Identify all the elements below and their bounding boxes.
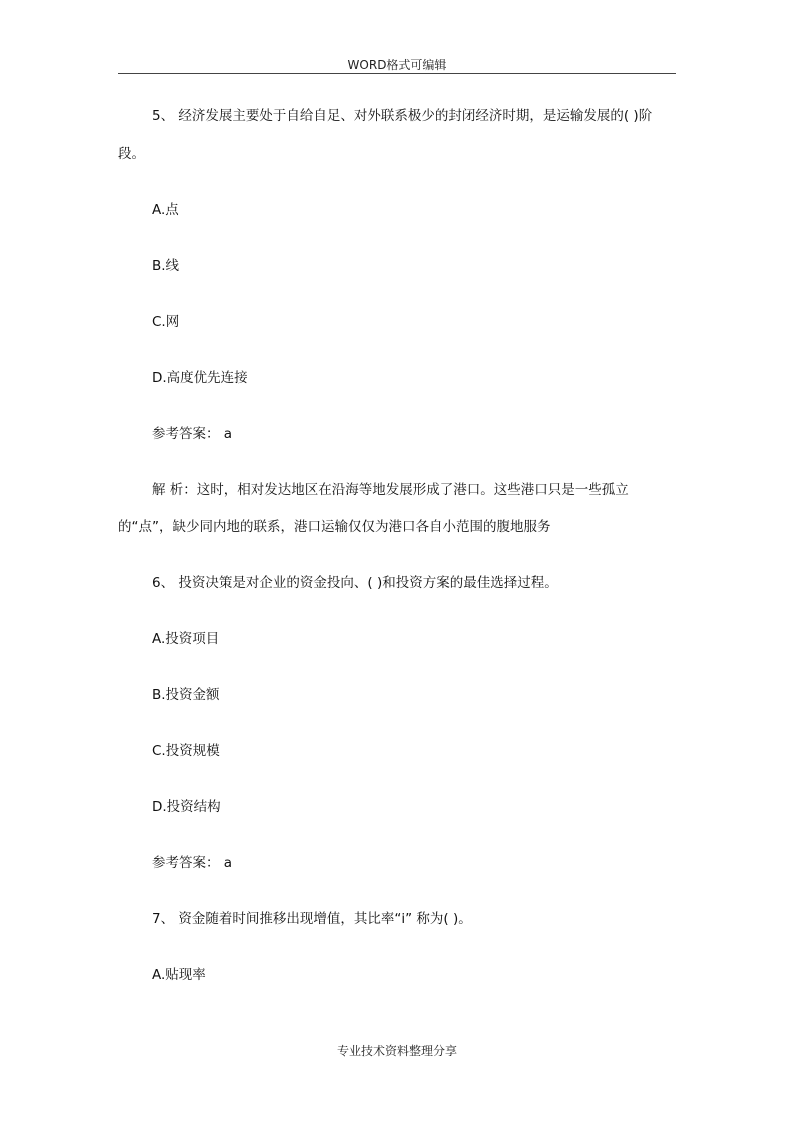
q5-analysis-line1: 解 析：这时，相对发达地区在沿海等地发展形成了港口。这些港口只是一些孤立	[152, 482, 629, 498]
q6-option-c: C.投资规模	[152, 743, 220, 759]
q5-answer: 参考答案： a	[152, 426, 233, 442]
q5-option-c: C.网	[152, 314, 180, 330]
q6-option-a: A.投资项目	[152, 631, 220, 647]
q6-stem: 6、 投资决策是对企业的资金投向、( )和投资方案的最佳选择过程。	[152, 575, 558, 591]
page-header: WORD格式可编辑	[347, 58, 447, 72]
q6-answer: 参考答案： a	[152, 855, 233, 871]
page-footer: 专业技术资料整理分享	[336, 1044, 457, 1058]
q5-stem-line2: 段。	[118, 146, 145, 162]
q5-option-a: A.点	[152, 202, 179, 218]
q6-option-b: B.投资金额	[152, 687, 220, 703]
q5-analysis-line2: 的“点”，缺少同内地的联系，港口运输仅仅为港口各自小范围的腹地服务	[118, 519, 551, 535]
q6-option-d: D.投资结构	[152, 799, 221, 815]
q5-option-b: B.线	[152, 258, 180, 274]
q7-option-a: A.贴现率	[152, 967, 206, 983]
q7-stem: 7、 资金随着时间推移出现增值，其比率“i” 称为( )。	[152, 911, 472, 927]
q5-option-d: D.高度优先连接	[152, 370, 248, 386]
q5-stem-line1: 5、 经济发展主要处于自给自足、对外联系极少的封闭经济时期，是运输发展的( )阶	[152, 108, 653, 124]
header-divider	[118, 73, 676, 74]
